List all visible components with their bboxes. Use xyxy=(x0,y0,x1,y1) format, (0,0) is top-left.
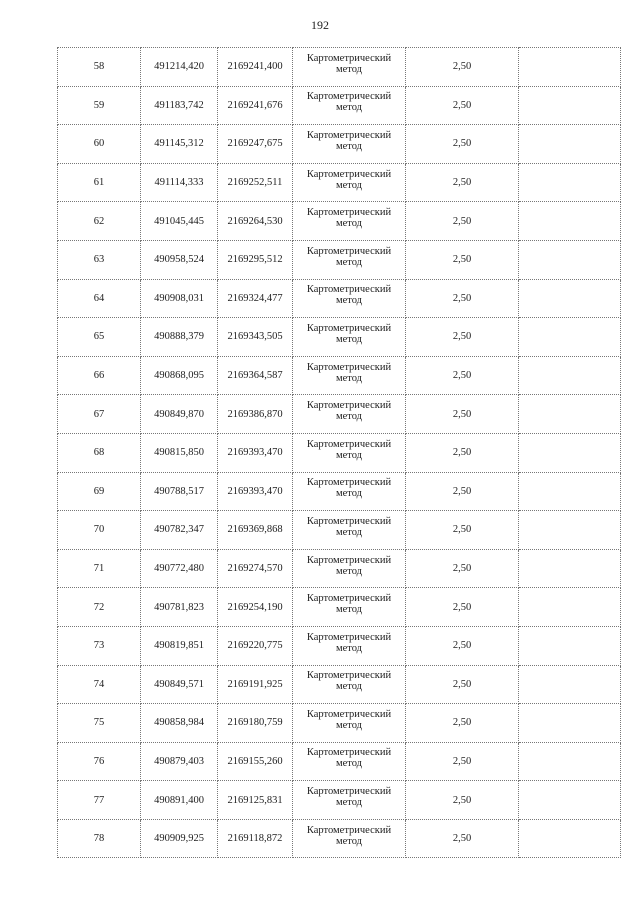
method-cell xyxy=(293,318,406,357)
note-cell xyxy=(519,279,621,318)
accuracy-cell: 2,50 xyxy=(406,781,519,820)
x-coordinate-cell: 490858,984 xyxy=(141,704,218,743)
method-text: Картометрический метод xyxy=(306,284,392,307)
y-coordinate-cell: 2169254,190 xyxy=(218,588,293,627)
note-cell xyxy=(519,356,621,395)
x-coordinate-cell: 490879,403 xyxy=(141,742,218,781)
method-text: Картометрический метод xyxy=(306,631,392,654)
y-coordinate-cell: 2169220,775 xyxy=(218,626,293,665)
y-coordinate-cell: 2169125,831 xyxy=(218,781,293,820)
point-number-cell: 66 xyxy=(58,356,141,395)
method-text: Картометрический метод xyxy=(306,554,392,577)
y-coordinate-cell: 2169252,511 xyxy=(218,163,293,202)
method-text: Картометрический метод xyxy=(306,824,392,847)
method-cell xyxy=(293,202,406,241)
x-coordinate-cell: 490958,524 xyxy=(141,240,218,279)
method-text: Картометрический метод xyxy=(306,593,392,616)
method-text: Картометрический метод xyxy=(306,91,392,114)
accuracy-cell: 2,50 xyxy=(406,318,519,357)
y-coordinate-cell: 2169264,530 xyxy=(218,202,293,241)
note-cell xyxy=(519,202,621,241)
table-row xyxy=(58,395,621,434)
y-coordinate-cell: 2169241,676 xyxy=(218,86,293,125)
table-row xyxy=(58,279,621,318)
x-coordinate-cell: 490909,925 xyxy=(141,819,218,858)
method-text: Картометрический метод xyxy=(306,168,392,191)
method-cell xyxy=(293,356,406,395)
note-cell xyxy=(519,511,621,550)
point-number-cell: 74 xyxy=(58,665,141,704)
x-coordinate-cell: 490819,851 xyxy=(141,626,218,665)
accuracy-cell: 2,50 xyxy=(406,626,519,665)
method-text: Картометрический метод xyxy=(306,786,392,809)
point-number-cell: 60 xyxy=(58,125,141,164)
method-text: Картометрический метод xyxy=(306,708,392,731)
x-coordinate-cell: 491214,420 xyxy=(141,48,218,87)
method-text: Картометрический метод xyxy=(306,438,392,461)
table-row xyxy=(58,48,621,87)
y-coordinate-cell: 2169393,470 xyxy=(218,433,293,472)
table-row xyxy=(58,202,621,241)
accuracy-cell: 2,50 xyxy=(406,665,519,704)
method-cell xyxy=(293,279,406,318)
table-row xyxy=(58,125,621,164)
y-coordinate-cell: 2169180,759 xyxy=(218,704,293,743)
method-cell xyxy=(293,433,406,472)
table-row xyxy=(58,588,621,627)
method-text: Картометрический метод xyxy=(306,322,392,345)
note-cell xyxy=(519,125,621,164)
x-coordinate-cell: 490888,379 xyxy=(141,318,218,357)
note-cell xyxy=(519,742,621,781)
table-row xyxy=(58,549,621,588)
note-cell xyxy=(519,433,621,472)
note-cell xyxy=(519,781,621,820)
method-text: Картометрический метод xyxy=(306,129,392,152)
point-number-cell: 64 xyxy=(58,279,141,318)
accuracy-cell: 2,50 xyxy=(406,549,519,588)
point-number-cell: 70 xyxy=(58,511,141,550)
method-cell xyxy=(293,626,406,665)
y-coordinate-cell: 2169393,470 xyxy=(218,472,293,511)
method-cell xyxy=(293,742,406,781)
x-coordinate-cell: 490849,870 xyxy=(141,395,218,434)
x-coordinate-cell: 490781,823 xyxy=(141,588,218,627)
accuracy-cell: 2,50 xyxy=(406,279,519,318)
table-row xyxy=(58,433,621,472)
point-number-cell: 76 xyxy=(58,742,141,781)
accuracy-cell: 2,50 xyxy=(406,433,519,472)
x-coordinate-cell: 491145,312 xyxy=(141,125,218,164)
point-number-cell: 61 xyxy=(58,163,141,202)
method-text: Картометрический метод xyxy=(306,52,392,75)
accuracy-cell: 2,50 xyxy=(406,240,519,279)
point-number-cell: 73 xyxy=(58,626,141,665)
method-cell xyxy=(293,549,406,588)
y-coordinate-cell: 2169324,477 xyxy=(218,279,293,318)
method-text: Картометрический метод xyxy=(306,747,392,770)
accuracy-cell: 2,50 xyxy=(406,819,519,858)
point-number-cell: 72 xyxy=(58,588,141,627)
y-coordinate-cell: 2169364,587 xyxy=(218,356,293,395)
x-coordinate-cell: 490772,480 xyxy=(141,549,218,588)
table-row xyxy=(58,704,621,743)
y-coordinate-cell: 2169191,925 xyxy=(218,665,293,704)
accuracy-cell: 2,50 xyxy=(406,588,519,627)
x-coordinate-cell: 490891,400 xyxy=(141,781,218,820)
y-coordinate-cell: 2169274,570 xyxy=(218,549,293,588)
table-row xyxy=(58,511,621,550)
method-cell xyxy=(293,163,406,202)
method-cell xyxy=(293,125,406,164)
point-number-cell: 68 xyxy=(58,433,141,472)
table-row xyxy=(58,86,621,125)
method-cell xyxy=(293,86,406,125)
point-number-cell: 69 xyxy=(58,472,141,511)
y-coordinate-cell: 2169295,512 xyxy=(218,240,293,279)
x-coordinate-cell: 490788,517 xyxy=(141,472,218,511)
method-cell xyxy=(293,511,406,550)
method-cell xyxy=(293,48,406,87)
y-coordinate-cell: 2169241,400 xyxy=(218,48,293,87)
table-row xyxy=(58,472,621,511)
point-number-cell: 63 xyxy=(58,240,141,279)
table-row xyxy=(58,163,621,202)
note-cell xyxy=(519,549,621,588)
method-cell xyxy=(293,472,406,511)
method-cell xyxy=(293,819,406,858)
method-cell xyxy=(293,588,406,627)
x-coordinate-cell: 490908,031 xyxy=(141,279,218,318)
x-coordinate-cell: 490782,347 xyxy=(141,511,218,550)
y-coordinate-cell: 2169247,675 xyxy=(218,125,293,164)
accuracy-cell: 2,50 xyxy=(406,472,519,511)
note-cell xyxy=(519,163,621,202)
note-cell xyxy=(519,240,621,279)
accuracy-cell: 2,50 xyxy=(406,704,519,743)
table-row xyxy=(58,665,621,704)
x-coordinate-cell: 490815,850 xyxy=(141,433,218,472)
note-cell xyxy=(519,588,621,627)
note-cell xyxy=(519,318,621,357)
note-cell xyxy=(519,665,621,704)
table-row xyxy=(58,240,621,279)
method-cell xyxy=(293,781,406,820)
y-coordinate-cell: 2169118,872 xyxy=(218,819,293,858)
method-text: Картометрический метод xyxy=(306,361,392,384)
x-coordinate-cell: 490868,095 xyxy=(141,356,218,395)
note-cell xyxy=(519,86,621,125)
point-number-cell: 65 xyxy=(58,318,141,357)
point-number-cell: 78 xyxy=(58,819,141,858)
y-coordinate-cell: 2169343,505 xyxy=(218,318,293,357)
method-text: Картометрический метод xyxy=(306,515,392,538)
method-text: Картометрический метод xyxy=(306,245,392,268)
table-row xyxy=(58,742,621,781)
note-cell xyxy=(519,472,621,511)
table-row xyxy=(58,819,621,858)
method-cell xyxy=(293,240,406,279)
point-number-cell: 59 xyxy=(58,86,141,125)
method-cell xyxy=(293,665,406,704)
method-text: Картометрический метод xyxy=(306,400,392,423)
accuracy-cell: 2,50 xyxy=(406,202,519,241)
point-number-cell: 58 xyxy=(58,48,141,87)
accuracy-cell: 2,50 xyxy=(406,86,519,125)
point-number-cell: 77 xyxy=(58,781,141,820)
table-row xyxy=(58,356,621,395)
note-cell xyxy=(519,819,621,858)
accuracy-cell: 2,50 xyxy=(406,356,519,395)
x-coordinate-cell: 491114,333 xyxy=(141,163,218,202)
note-cell xyxy=(519,626,621,665)
table-row xyxy=(58,318,621,357)
accuracy-cell: 2,50 xyxy=(406,511,519,550)
point-number-cell: 71 xyxy=(58,549,141,588)
method-text: Картометрический метод xyxy=(306,207,392,230)
point-number-cell: 67 xyxy=(58,395,141,434)
method-cell xyxy=(293,395,406,434)
note-cell xyxy=(519,704,621,743)
accuracy-cell: 2,50 xyxy=(406,742,519,781)
point-number-cell: 62 xyxy=(58,202,141,241)
accuracy-cell: 2,50 xyxy=(406,163,519,202)
accuracy-cell: 2,50 xyxy=(406,125,519,164)
y-coordinate-cell: 2169386,870 xyxy=(218,395,293,434)
table-row xyxy=(58,626,621,665)
coordinates-table-body xyxy=(58,48,621,858)
accuracy-cell: 2,50 xyxy=(406,395,519,434)
method-cell xyxy=(293,704,406,743)
note-cell xyxy=(519,395,621,434)
method-text: Картометрический метод xyxy=(306,670,392,693)
y-coordinate-cell: 2169155,260 xyxy=(218,742,293,781)
accuracy-cell: 2,50 xyxy=(406,48,519,87)
method-text: Картометрический метод xyxy=(306,477,392,500)
x-coordinate-cell: 491183,742 xyxy=(141,86,218,125)
note-cell xyxy=(519,48,621,87)
page-number: 192 xyxy=(311,18,329,32)
point-number-cell: 75 xyxy=(58,704,141,743)
coordinates-table xyxy=(57,47,621,858)
x-coordinate-cell: 490849,571 xyxy=(141,665,218,704)
x-coordinate-cell: 491045,445 xyxy=(141,202,218,241)
table-row xyxy=(58,781,621,820)
y-coordinate-cell: 2169369,868 xyxy=(218,511,293,550)
